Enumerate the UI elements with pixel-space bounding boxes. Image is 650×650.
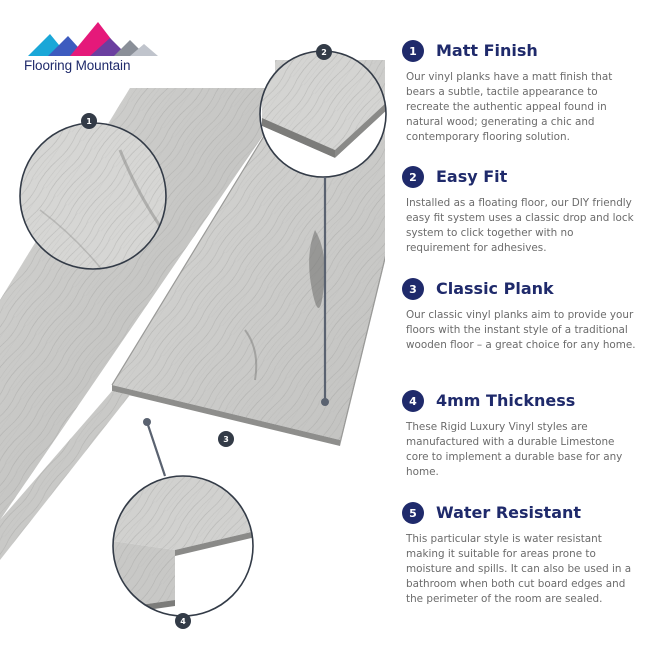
feature-title: Classic Plank bbox=[436, 279, 554, 298]
feature-number-badge: 4 bbox=[402, 390, 424, 412]
feature-description: Our classic vinyl planks aim to provide your floors with the instant style of a traditional wooden floor – a great choice for any home. bbox=[406, 309, 636, 351]
feature-description: These Rigid Luxury Vinyl styles are manufactured with a durable Limestone core to implement a durable base for any home. bbox=[406, 421, 623, 478]
marker-2: 2 bbox=[316, 44, 332, 60]
feature-description: This particular style is water resistant making it suitable for areas prone to moisture and spills. It can also be used in a bathroom when both cut board edges and the perimeter of the room are sealed. bbox=[406, 533, 632, 605]
leader-dot-2 bbox=[321, 398, 329, 406]
feature-number-badge: 3 bbox=[402, 278, 424, 300]
feature-description: Installed as a floating floor, our DIY friendly easy fit system uses a classic drop and lock system to click together with no requirement for adhesives. bbox=[406, 197, 634, 254]
feature-title: Matt Finish bbox=[436, 41, 538, 60]
feature-number-badge: 1 bbox=[402, 40, 424, 62]
feature-number-badge: 5 bbox=[402, 502, 424, 524]
marker-3: 3 bbox=[218, 431, 234, 447]
marker-4: 4 bbox=[175, 613, 191, 629]
feature-number-badge: 2 bbox=[402, 166, 424, 188]
feature-title: Water Resistant bbox=[436, 503, 582, 522]
feature-description: Our vinyl planks have a matt finish that bears a subtle, tactile appearance to recreate the authentic appeal found in natural wood; generating a chic and contemporary flooring solution. bbox=[406, 71, 613, 143]
zoom-circle-thickness bbox=[105, 470, 260, 616]
feature-title: Easy Fit bbox=[436, 167, 508, 186]
feature-title: 4mm Thickness bbox=[436, 391, 576, 410]
leader-dot-4 bbox=[143, 418, 151, 426]
marker-1: 1 bbox=[81, 113, 97, 129]
brand-name: Flooring Mountain bbox=[24, 58, 131, 73]
